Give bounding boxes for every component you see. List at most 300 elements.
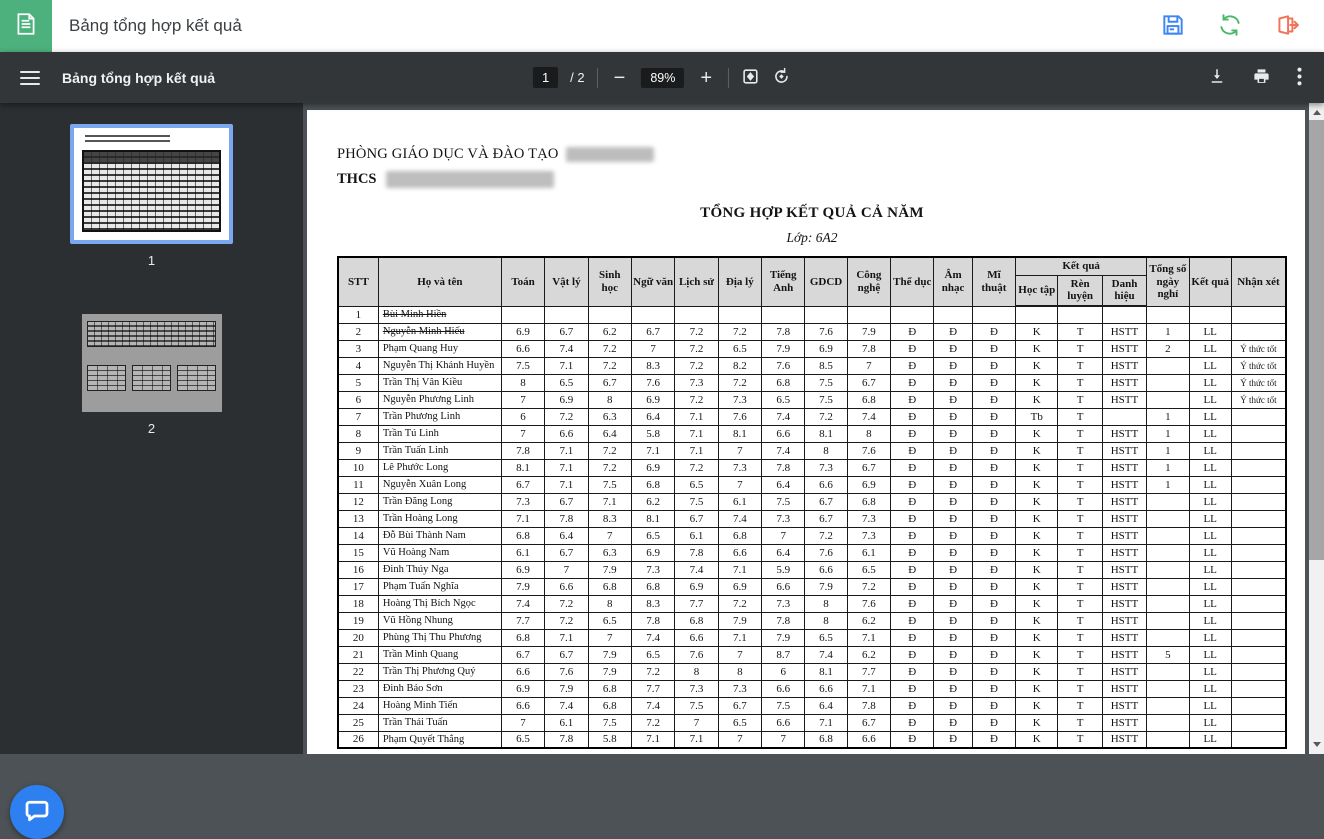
col-header-vatly: Vật lý [545,257,588,306]
pdf-main-area [0,103,1324,754]
table-cell: Đ [891,680,934,697]
table-cell: Đ [891,561,934,578]
table-cell: 6.8 [675,612,718,629]
table-cell: Đ [972,544,1015,561]
table-cell: 11 [338,476,378,493]
table-cell: Đ [891,425,934,442]
table-cell: 6.6 [847,731,890,748]
thumbnail-small-tables [87,365,216,391]
table-cell: Đ [972,374,1015,391]
table-cell: 6.5 [805,629,847,646]
table-row [338,425,1286,442]
app-logo [0,0,52,52]
table-cell: 7.3 [675,680,718,697]
table-cell: T [1058,493,1102,510]
table-cell: 7.4 [762,408,805,425]
table-cell: 7.3 [718,391,761,408]
col-header-theduc: Thể dục [891,257,934,306]
table-cell: K [1016,646,1058,663]
table-cell: Đ [891,578,934,595]
table-cell: Đ [934,391,972,408]
table-cell: 7.7 [847,663,890,680]
student-name-cell: Hoàng Thị Bích Ngọc [378,595,501,612]
table-cell: T [1058,340,1102,357]
print-button[interactable] [1252,67,1271,89]
table-cell: 7.8 [545,510,588,527]
table-row [338,476,1286,493]
table-cell: 7.4 [501,595,544,612]
table-cell: 7.5 [588,476,631,493]
table-cell: 8 [338,425,378,442]
table-cell: 6.9 [631,544,674,561]
table-cell: K [1016,663,1058,680]
menu-icon [20,71,40,73]
table-cell: 6.1 [847,544,890,561]
table-cell: 7 [588,629,631,646]
scroll-down-arrow[interactable] [1309,737,1324,752]
scroll-up-arrow[interactable] [1309,105,1324,120]
table-cell: 6.7 [545,646,588,663]
document-icon [13,11,39,42]
table-cell [1231,629,1286,646]
table-cell [972,306,1015,323]
table-cell: LL [1189,476,1231,493]
student-name-cell: Nguyễn Phương Linh [378,391,501,408]
table-cell: 7.1 [545,459,588,476]
table-cell: LL [1189,425,1231,442]
table-cell: 7 [847,357,890,374]
student-name-cell: Đỗ Bùi Thành Nam [378,527,501,544]
table-cell: HSTT [1102,561,1146,578]
table-cell: 7.3 [718,680,761,697]
table-row [338,323,1286,340]
table-cell: 6.2 [588,323,631,340]
toolbar-divider [728,68,729,88]
table-cell: 7.2 [718,323,761,340]
table-cell: 6.5 [588,612,631,629]
table-cell [1147,374,1189,391]
table-cell: 7.4 [718,510,761,527]
table-cell: K [1016,340,1058,357]
table-cell: 7.4 [545,697,588,714]
table-row [338,357,1286,374]
table-cell: 6.7 [847,374,890,391]
table-cell: 6.9 [501,561,544,578]
table-cell: 6.6 [805,476,847,493]
table-cell: 7.3 [805,459,847,476]
table-cell: Đ [972,561,1015,578]
table-cell: 6.7 [718,697,761,714]
page-2-thumbnail[interactable] [82,314,222,412]
table-cell: HSTT [1102,357,1146,374]
table-cell: 6.8 [718,527,761,544]
table-cell: 7.6 [762,357,805,374]
table-cell: T [1058,714,1102,731]
table-cell: LL [1189,629,1231,646]
table-cell [1231,578,1286,595]
table-cell: K [1016,680,1058,697]
table-cell: 7.6 [847,595,890,612]
table-cell: Đ [934,527,972,544]
table-cell: T [1058,544,1102,561]
logout-button[interactable] [1274,12,1300,41]
table-cell: K [1016,323,1058,340]
table-cell: 7.2 [588,357,631,374]
table-row [338,714,1286,731]
page-number-input[interactable]: 1 [533,67,558,88]
table-cell: LL [1189,374,1231,391]
table-cell [1231,527,1286,544]
table-cell: Đ [972,357,1015,374]
table-cell: Đ [891,408,934,425]
table-cell: 8 [805,595,847,612]
table-cell: 6.7 [847,459,890,476]
table-cell [1231,663,1286,680]
table-cell: 8 [805,442,847,459]
student-name-cell: Trần Đăng Long [378,493,501,510]
table-cell: 7.2 [588,459,631,476]
page-1-thumbnail-label: 1 [147,253,156,268]
table-cell [1231,697,1286,714]
table-cell: Đ [934,697,972,714]
table-cell: LL [1189,561,1231,578]
table-cell: 7 [762,731,805,748]
table-cell: 6.8 [762,374,805,391]
table-cell: Đ [934,374,972,391]
table-cell: Đ [891,510,934,527]
table-cell: 6.6 [501,697,544,714]
table-cell: Đ [934,459,972,476]
col-header-congnghe: Công nghệ [847,257,890,306]
table-cell: HSTT [1102,425,1146,442]
table-cell [1231,306,1286,323]
table-cell: 8.2 [718,357,761,374]
table-cell [1231,442,1286,459]
table-cell: 6.6 [805,561,847,578]
table-cell: HSTT [1102,527,1146,544]
table-cell: K [1016,476,1058,493]
pdf-controls [533,67,791,89]
table-cell: 8 [675,663,718,680]
table-cell: 6.9 [545,391,588,408]
table-cell: 22 [338,663,378,680]
table-row [338,731,1286,748]
table-cell: 7.5 [501,357,544,374]
zoom-out-button[interactable]: − [610,68,630,88]
download-button[interactable] [1208,67,1226,88]
table-row [338,680,1286,697]
table-cell: 6.2 [631,493,674,510]
table-cell: 7.1 [545,476,588,493]
table-cell: 7.9 [762,340,805,357]
student-name-cell: Vũ Hồng Nhung [378,612,501,629]
page-1-thumbnail[interactable] [70,124,233,244]
table-cell: 7 [762,527,805,544]
table-cell: 7.2 [545,408,588,425]
table-cell: LL [1189,442,1231,459]
table-cell: HSTT [1102,680,1146,697]
table-cell: 7.2 [631,714,674,731]
table-cell: 26 [338,731,378,748]
table-cell: 6.9 [718,578,761,595]
fit-page-button[interactable] [741,67,760,89]
table-cell: 8.3 [631,595,674,612]
student-name-cell: Vũ Hoàng Nam [378,544,501,561]
table-cell: Đ [934,663,972,680]
table-cell: 7.4 [545,340,588,357]
table-cell: Đ [891,493,934,510]
table-cell: 4 [338,357,378,374]
col-header-lichsu: Lịch sử [675,257,718,306]
table-cell: K [1016,374,1058,391]
table-cell: 6.7 [588,374,631,391]
table-cell: 7.2 [675,459,718,476]
table-cell [1231,323,1286,340]
table-cell: 7.6 [675,646,718,663]
table-cell: Đ [934,595,972,612]
table-cell: LL [1189,510,1231,527]
table-cell: 7 [718,476,761,493]
zoom-in-button[interactable]: + [696,68,716,88]
table-cell: 8 [588,595,631,612]
table-cell: LL [1189,408,1231,425]
table-cell: HSTT [1102,714,1146,731]
table-cell: Đ [891,629,934,646]
table-cell [1147,510,1189,527]
table-cell: LL [1189,544,1231,561]
table-cell: Đ [891,663,934,680]
table-cell: 7.1 [675,442,718,459]
table-cell: 7.6 [805,323,847,340]
table-cell: 7 [718,646,761,663]
table-cell: LL [1189,646,1231,663]
table-cell: 6.7 [545,323,588,340]
scrollbar-thumb[interactable] [1309,120,1324,560]
table-cell: 6.3 [588,408,631,425]
table-cell: Đ [934,323,972,340]
table-cell [1147,391,1189,408]
table-cell: Ý thức tốt [1231,357,1286,374]
table-cell: 6.9 [501,323,544,340]
student-name-cell: Đinh Thúy Nga [378,561,501,578]
table-cell: 8.5 [805,357,847,374]
table-cell: LL [1189,714,1231,731]
table-cell: 6 [338,391,378,408]
table-cell: 7.1 [718,561,761,578]
table-cell: Đ [891,612,934,629]
table-cell: Đ [934,714,972,731]
table-cell [1147,306,1189,323]
table-cell: 7.4 [805,646,847,663]
table-cell [675,306,718,323]
table-row [338,544,1286,561]
table-cell: Đ [891,476,934,493]
table-cell: 7 [501,391,544,408]
pdf-page-1 [307,110,1305,754]
document-title: TỔNG HỢP KẾT QUẢ CẢ NĂM [700,205,924,222]
zoom-level-value[interactable]: 89% [641,68,684,88]
table-cell: T [1058,476,1102,493]
table-cell: T [1058,357,1102,374]
table-cell: 6.7 [805,493,847,510]
table-cell: 7 [338,408,378,425]
table-row [338,408,1286,425]
table-cell: T [1058,323,1102,340]
results-table [337,256,1287,749]
table-cell: LL [1189,595,1231,612]
table-cell: HSTT [1102,697,1146,714]
table-cell [1231,731,1286,748]
table-cell: T [1058,442,1102,459]
chat-widget-button[interactable] [10,785,64,839]
thumbnail-table-preview [87,321,216,347]
table-cell: 7.1 [675,425,718,442]
student-name-cell: Bùi Minh Hiền [378,306,501,323]
more-options-button[interactable] [1297,67,1302,89]
table-cell: LL [1189,357,1231,374]
table-cell: HSTT [1102,442,1146,459]
col-header-nguvan: Ngữ văn [631,257,674,306]
table-cell: K [1016,731,1058,748]
table-row [338,374,1286,391]
table-cell: 19 [338,612,378,629]
table-cell: 6.4 [588,425,631,442]
table-cell: 7.9 [718,612,761,629]
menu-button[interactable] [20,71,40,85]
table-cell: HSTT [1102,646,1146,663]
student-name-cell: Lê Phước Long [378,459,501,476]
thumbnail-text-lines [85,135,170,143]
table-cell: LL [1189,493,1231,510]
table-cell: 1 [1147,442,1189,459]
table-cell: 6.9 [501,680,544,697]
table-cell: 7.9 [805,578,847,595]
table-cell [588,306,631,323]
table-cell: 7.2 [675,357,718,374]
save-button[interactable] [1160,12,1186,41]
table-cell: 3 [338,340,378,357]
table-cell: 1 [1147,408,1189,425]
table-cell: HSTT [1102,629,1146,646]
table-cell: 7.4 [675,561,718,578]
table-cell: 12 [338,493,378,510]
table-cell: 6.6 [501,340,544,357]
table-cell: 7.8 [762,323,805,340]
table-cell: 2 [1147,340,1189,357]
table-row [338,459,1286,476]
table-cell: T [1058,510,1102,527]
table-cell: T [1058,680,1102,697]
table-cell: Đ [934,476,972,493]
table-cell: K [1016,527,1058,544]
table-cell: 7.2 [718,374,761,391]
table-cell: T [1058,561,1102,578]
table-cell: Đ [972,680,1015,697]
table-cell: 8.7 [762,646,805,663]
thumbnail-table-preview [82,150,222,232]
table-cell: LL [1189,527,1231,544]
table-cell: 7.9 [847,323,890,340]
table-cell [1231,561,1286,578]
table-cell [934,306,972,323]
school-label: THCS [337,171,377,187]
table-cell: T [1058,646,1102,663]
table-cell: Ý thức tốt [1231,374,1286,391]
table-cell: Đ [972,578,1015,595]
table-cell: 8.1 [805,425,847,442]
table-cell [762,306,805,323]
table-cell: Đ [891,697,934,714]
table-cell: 7.2 [805,408,847,425]
table-cell: 7.2 [588,340,631,357]
table-cell: HSTT [1102,476,1146,493]
pdf-viewer [303,103,1309,754]
table-row [338,578,1286,595]
table-cell: K [1016,714,1058,731]
table-cell: 6.6 [762,680,805,697]
table-cell: Đ [972,323,1015,340]
document-subtitle: Lớp: 6A2 [786,230,838,246]
table-cell: 7.3 [762,510,805,527]
table-cell: 7.9 [588,646,631,663]
table-row [338,629,1286,646]
col-header-ngaynghi: Tổng số ngày nghỉ [1147,257,1189,306]
col-header-dialy: Địa lý [718,257,761,306]
table-cell: Đ [972,510,1015,527]
table-cell: 6.8 [501,629,544,646]
table-cell: 6.8 [501,527,544,544]
table-cell: 5.9 [762,561,805,578]
table-cell [1231,646,1286,663]
table-cell: 21 [338,646,378,663]
table-cell: Đ [972,697,1015,714]
table-cell [1231,510,1286,527]
page-title: Bảng tổng hợp kết quả [69,16,242,35]
table-cell: T [1058,391,1102,408]
vertical-scrollbar[interactable] [1309,103,1324,754]
table-cell: K [1016,612,1058,629]
table-cell: 7.8 [545,731,588,748]
table-cell: 7.8 [501,442,544,459]
table-cell [1231,544,1286,561]
table-cell [501,306,544,323]
table-cell: 6.9 [805,340,847,357]
rotate-button[interactable] [772,67,791,89]
table-cell: LL [1189,323,1231,340]
table-cell: 7.1 [631,442,674,459]
col-header-mithuat: Mĩ thuật [972,257,1015,306]
table-cell: 8 [718,663,761,680]
table-cell: 6.4 [805,697,847,714]
table-cell: 8.1 [718,425,761,442]
table-cell: Đ [972,527,1015,544]
table-cell: Đ [891,459,934,476]
toolbar-divider [597,68,598,88]
table-cell: 6.6 [501,663,544,680]
table-cell: 6.1 [545,714,588,731]
table-cell: 6.8 [847,493,890,510]
table-cell [1147,731,1189,748]
table-cell: Đ [934,544,972,561]
table-cell: T [1058,595,1102,612]
student-name-cell: Nguyễn Minh Hiếu [378,323,501,340]
table-cell: 6.7 [675,510,718,527]
table-cell: 7.1 [847,680,890,697]
student-name-cell: Trần Thị Phương Quý [378,663,501,680]
sync-button[interactable] [1216,12,1244,41]
student-name-cell: Nguyễn Thị Khánh Huyền [378,357,501,374]
table-cell: 6.9 [631,459,674,476]
